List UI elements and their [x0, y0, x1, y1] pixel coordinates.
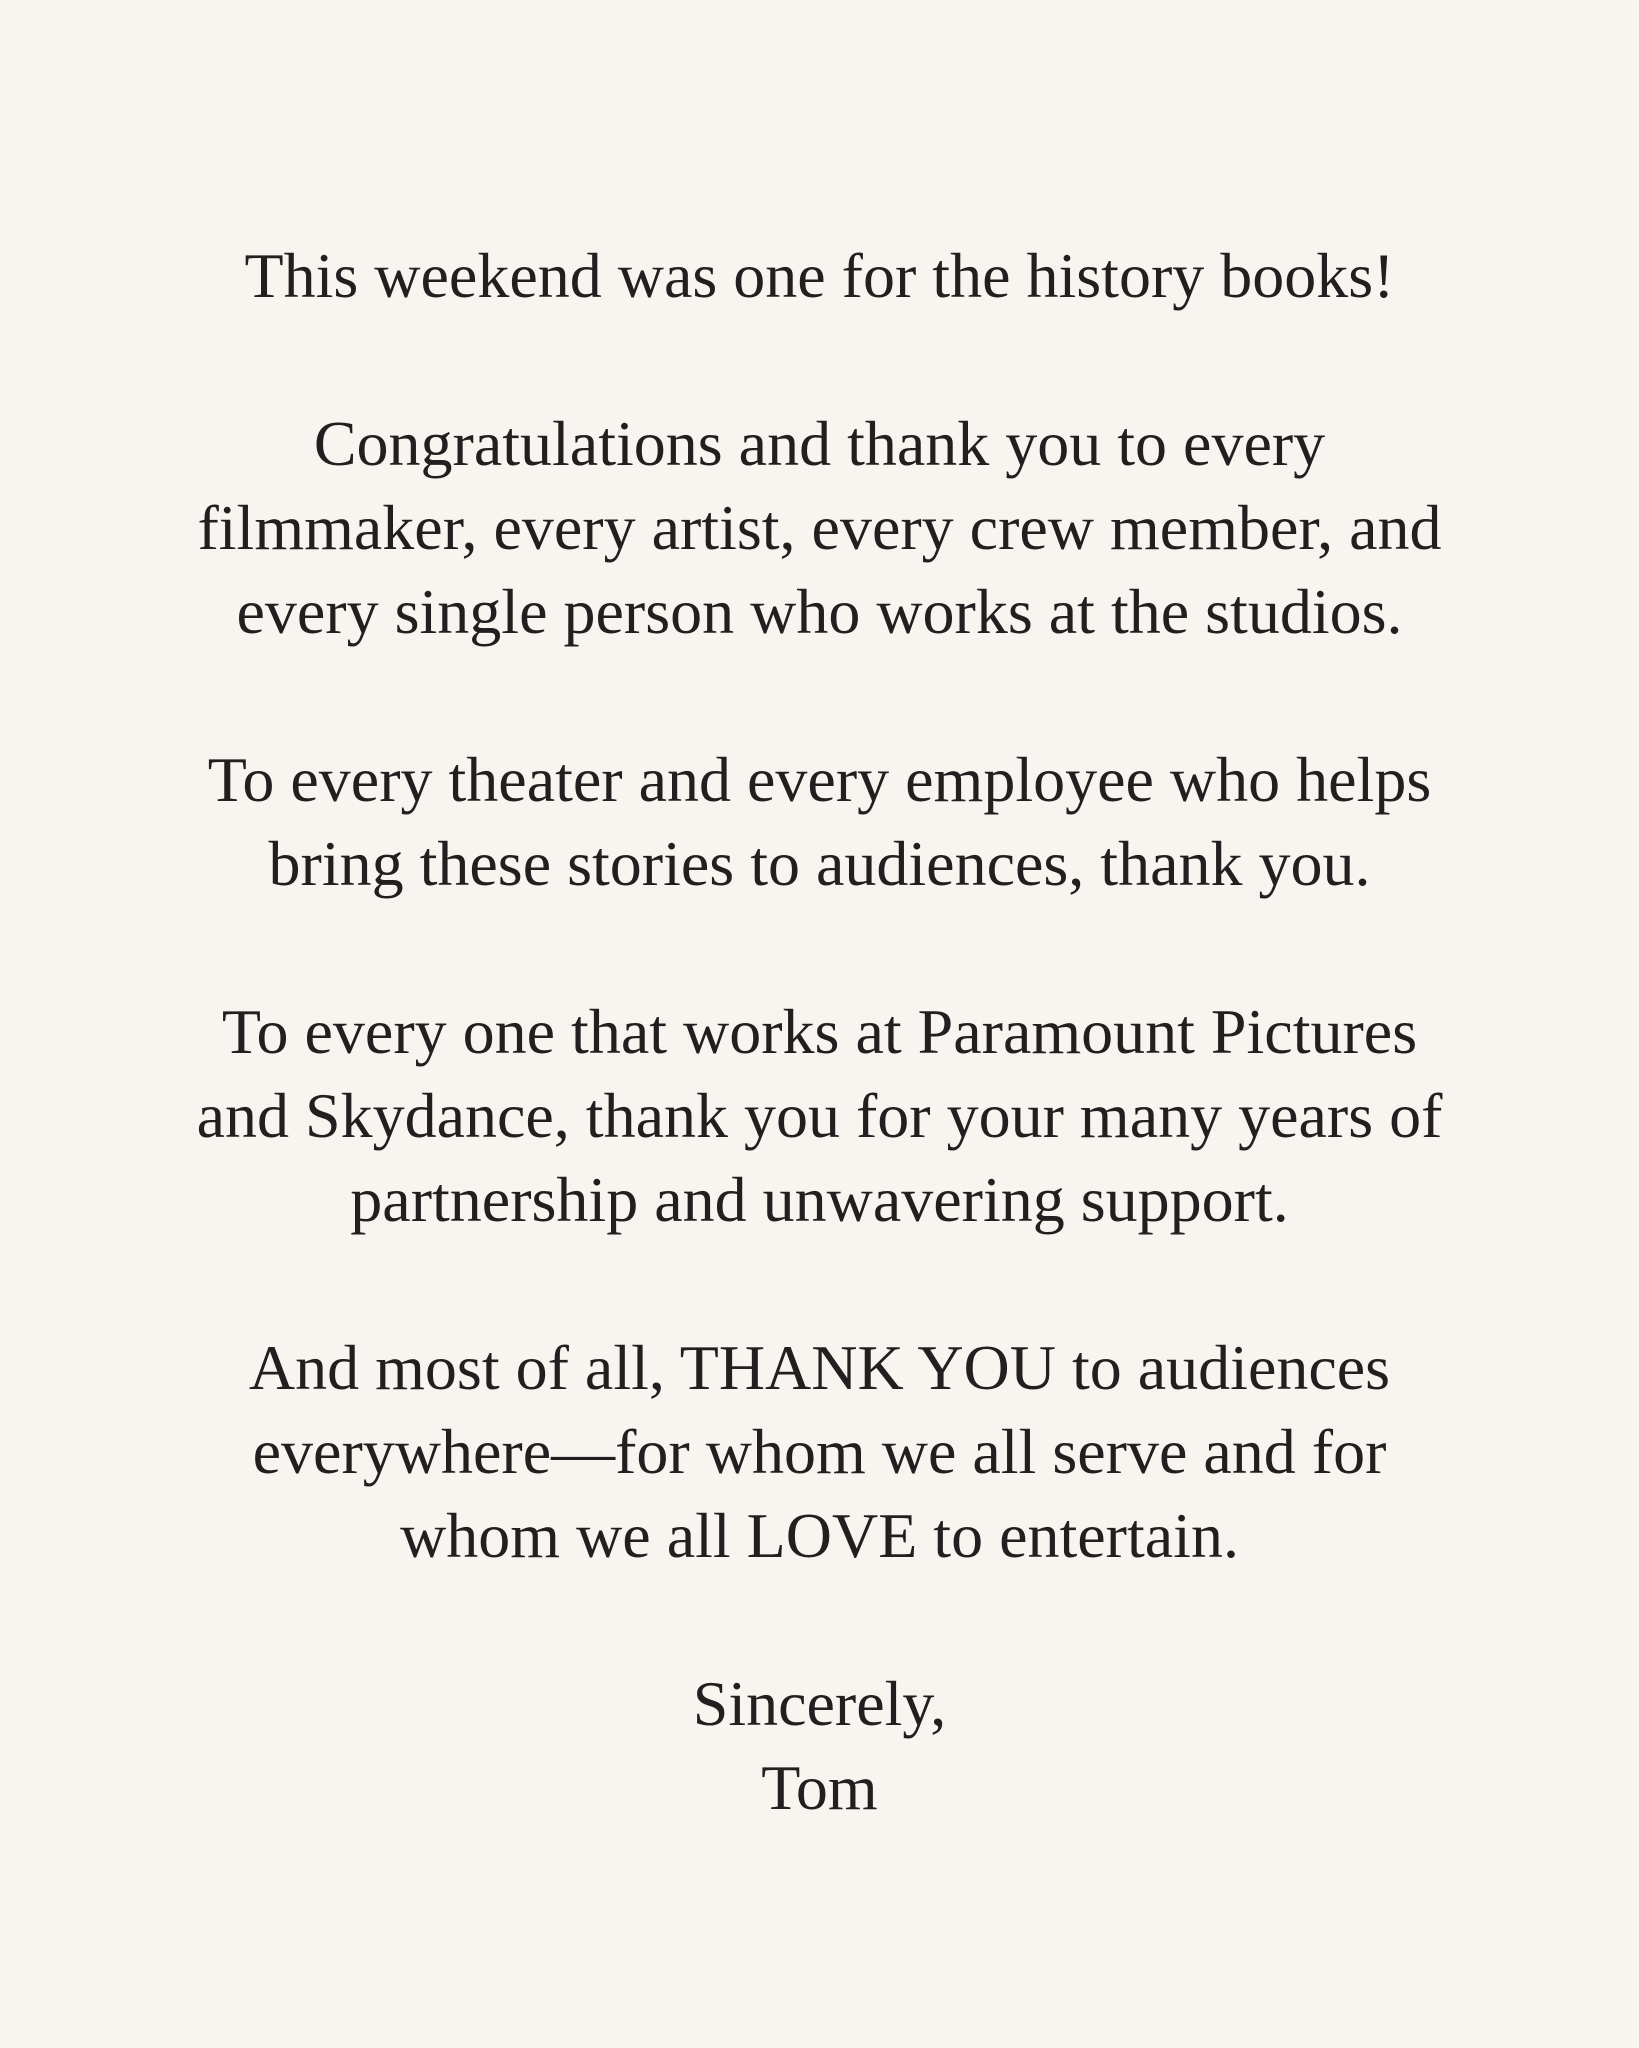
closing: Sincerely, [692, 1668, 947, 1739]
text-line: every single person who works at the studios. [236, 576, 1403, 647]
signature: Tom [761, 1752, 878, 1823]
text-line: partnership and unwavering support. [350, 1164, 1289, 1235]
text-line: everywhere—for whom we all serve and for [252, 1416, 1387, 1487]
paragraph-audiences [0, 1326, 1639, 1578]
text-line: and Skydance, thank you for your many years of [196, 1080, 1443, 1151]
text-line: bring these stories to audiences, thank you. [268, 828, 1371, 899]
paragraph-paramount-skydance [0, 990, 1639, 1242]
signoff [0, 1662, 1639, 1830]
text-line: And most of all, THANK YOU to audiences [248, 1332, 1391, 1403]
paragraph-opening [0, 234, 1639, 318]
text-line: This weekend was one for the history books! [244, 240, 1395, 311]
text-line: To every theater and every employee who helps [207, 744, 1432, 815]
paragraph-theaters [0, 738, 1639, 906]
text-line: filmmaker, every artist, every crew member, and [197, 492, 1442, 563]
text-line: whom we all LOVE to entertain. [400, 1500, 1239, 1571]
text-line: Congratulations and thank you to every [313, 408, 1326, 479]
letter [0, 234, 1639, 1830]
paragraph-congratulations [0, 402, 1639, 654]
text-line: To every one that works at Paramount Pictures [221, 996, 1418, 1067]
